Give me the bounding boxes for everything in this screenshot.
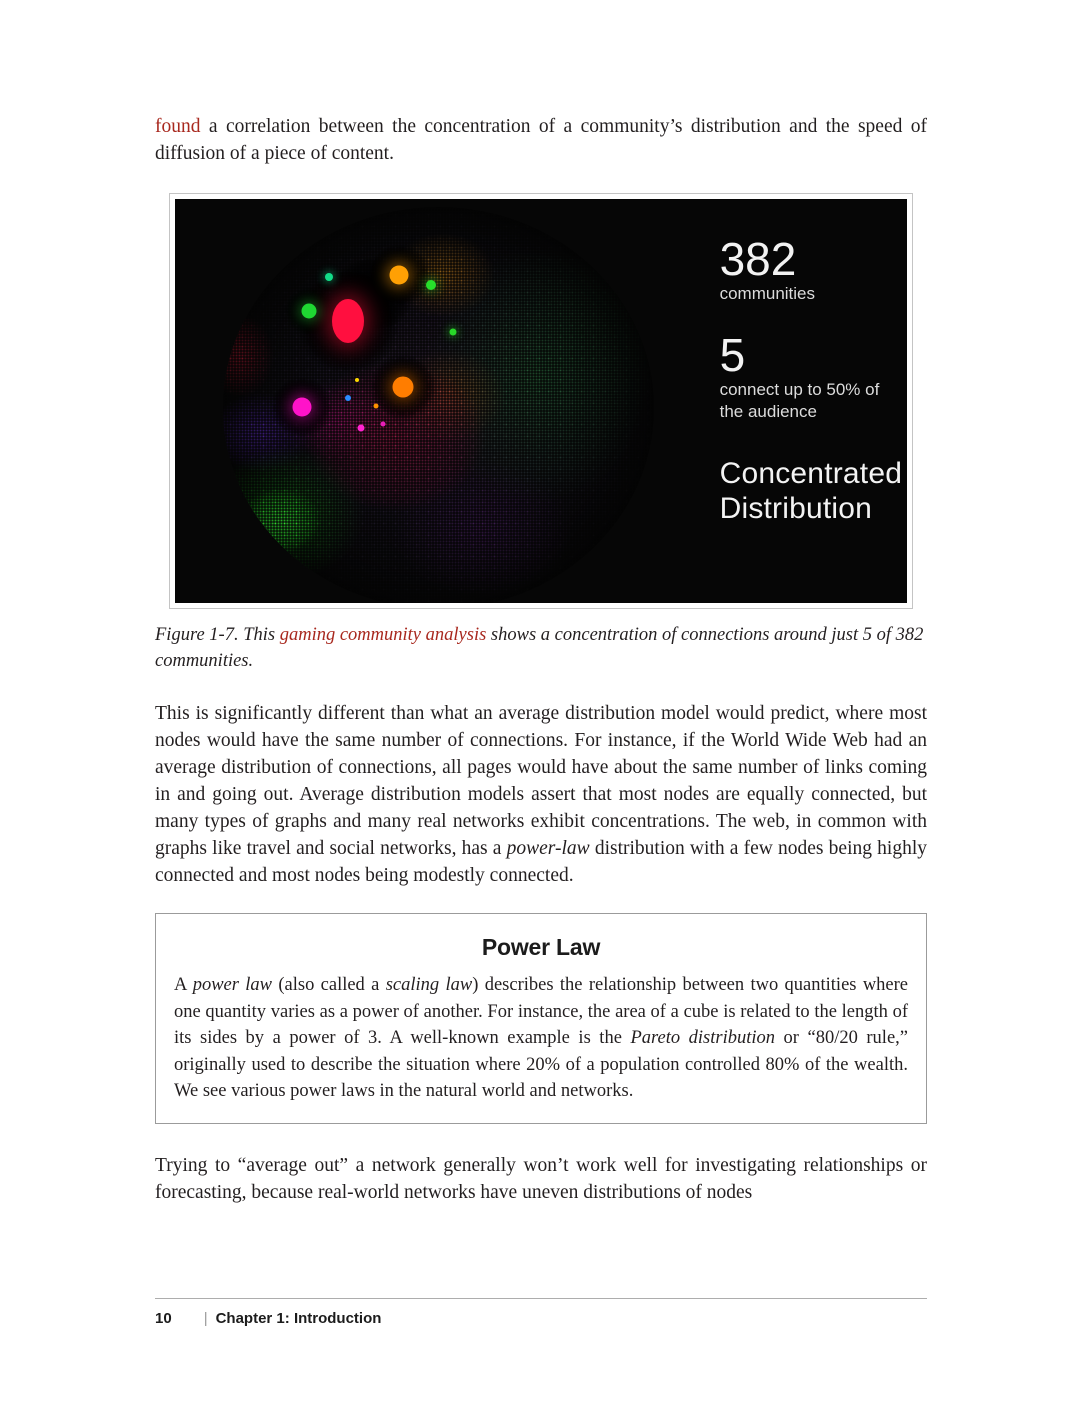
found-link[interactable]: found (155, 116, 201, 137)
sidebar-seg2: (also called a (272, 975, 386, 995)
sidebar-em2: scaling law (385, 975, 473, 995)
figure-stats (720, 235, 892, 423)
closing-paragraph: Trying to “average out” a network generally won’t work well for investigating relationships or forecasting, because real-world networks have uneven distributions of nodes (155, 1154, 927, 1203)
average-distribution-paragraph (155, 700, 927, 889)
power-law-sidebar (155, 913, 927, 1124)
community-node-pink-tiny (357, 425, 364, 432)
paragraph-text-end: distribution with a few nodes being highly connected and most nodes being modestly connected. (155, 838, 927, 886)
figure-caption (155, 622, 927, 674)
figure-frame (169, 193, 913, 609)
community-node-green-tiny (450, 328, 457, 335)
footer-separator: | (203, 1310, 208, 1327)
sidebar-seg4: or “80/20 rule,” originally used to describe the situation where 20% of a population controlled 80% of the wealth. We see various power laws in the natural world and networks. (174, 1028, 908, 1101)
page-number: 10 (155, 1310, 172, 1327)
paragraph-text: This is significantly different than what an average distribution model would predict, where most nodes would have the same number of connections. For instance, if the World Wide Web had an average distribution of connections, all pages would have about the same number of links coming in and going out. Average distribution models assert that most nodes are equally connected, but many types of graphs and many real networks exhibit concentrations. The web, in common with graphs like travel and social networks, has a (155, 703, 927, 859)
community-node-teal (325, 273, 333, 281)
communities-count: 382 (719, 233, 797, 286)
figure-heading-line2: Distribution (719, 491, 873, 525)
power-law-emphasis: power-law (506, 838, 590, 859)
connectors-count: 5 (719, 329, 746, 382)
sidebar-em1: power law (192, 975, 273, 995)
sidebar-paragraph (174, 972, 908, 1105)
caption-text-after: shows a concentration of connections around just 5 of 382 communities. (155, 625, 924, 671)
community-node-orange-mid (392, 377, 413, 398)
figure-1-7 (155, 193, 927, 674)
sidebar-em3: Pareto distribution (630, 1028, 776, 1048)
community-node-green (301, 304, 316, 319)
intro-paragraph-text: a correlation between the concentration of a community’s distribution and the speed of diffusion of a piece of content. (155, 116, 927, 164)
community-node-yellow-tiny (355, 378, 359, 382)
intro-paragraph (155, 113, 927, 167)
community-node-blue-tiny (345, 395, 351, 401)
community-node-red (332, 299, 364, 343)
community-node-magenta (292, 397, 311, 416)
community-node-orange-top (389, 266, 408, 285)
community-node-green-small (426, 280, 436, 290)
community-node-pink-tiny2 (380, 422, 385, 427)
caption-text-before: Figure 1-7. This (155, 625, 280, 645)
figure-heading (720, 456, 903, 526)
sidebar-title: Power Law (481, 934, 601, 960)
chapter-title: Chapter 1: Introduction (215, 1310, 382, 1327)
spacer (720, 305, 892, 331)
page-footer (155, 1298, 927, 1327)
communities-label: communities (719, 284, 816, 304)
sidebar-seg3: ) describes the relationship between two quantities where one quantity varies as a power of another. For instance, the area of a cube is related to the length of its sides by a power of 3. A well-known example is the (174, 975, 909, 1048)
network-visualization-image (175, 199, 907, 603)
sidebar-seg1: A (174, 975, 193, 995)
community-node-orange-tiny (373, 404, 378, 409)
figure-heading-line1: Concentrated (719, 456, 903, 490)
gaming-community-analysis-link[interactable]: gaming community analysis (279, 625, 487, 645)
connectors-label: connect up to 50% of the audience (719, 380, 880, 422)
